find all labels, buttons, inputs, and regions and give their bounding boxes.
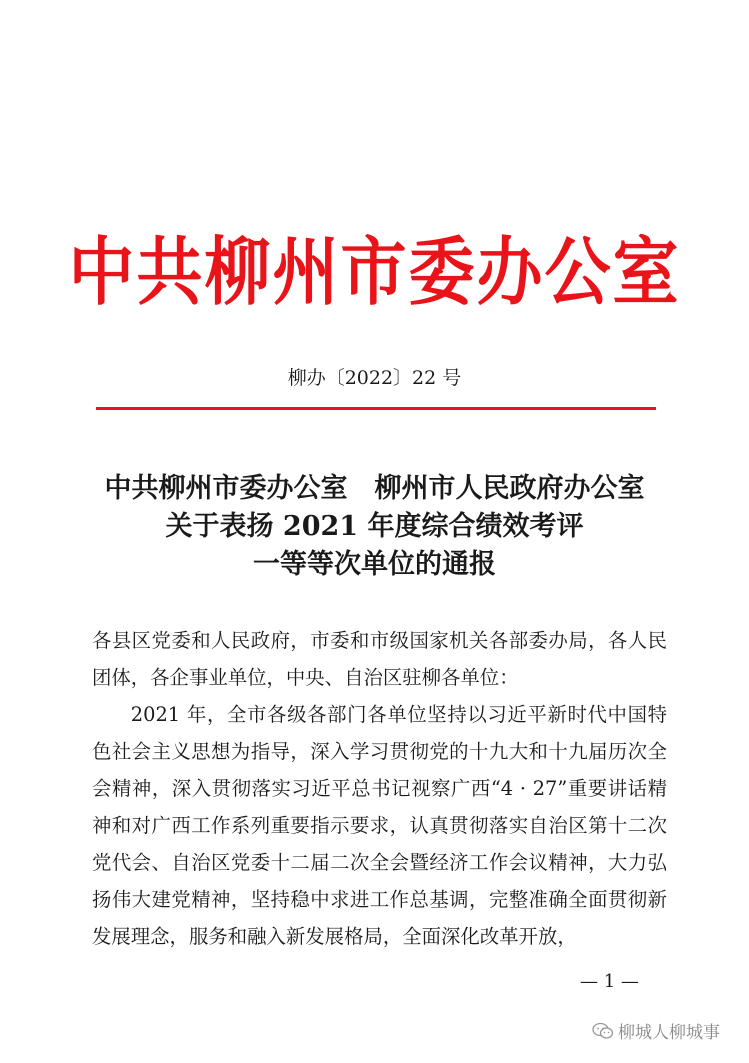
- masthead: 中共柳州市委办公室: [68, 229, 681, 316]
- red-divider: [96, 407, 656, 410]
- title-line-1: 中共柳州市委办公室 柳州市人民政府办公室: [104, 473, 645, 504]
- document-title: [0, 470, 749, 584]
- watermark-text: 柳城人柳城事: [618, 1023, 720, 1043]
- document-body: [92, 622, 667, 955]
- wechat-watermark: [592, 1018, 720, 1043]
- addressee-paragraph: 各县区党委和人民政府，市委和市级国家机关各部委办局，各人民团体，各企事业单位，中央、自治区驻柳各单位：: [92, 629, 667, 689]
- wechat-icon: [592, 1022, 614, 1040]
- title-line-3: 一等等次单位的通报: [253, 549, 496, 580]
- title-line-2: 关于表扬 2021 年度综合绩效考评: [165, 511, 584, 542]
- document-number: 柳办〔2022〕22 号: [287, 367, 462, 389]
- page-number: — 1 —: [580, 971, 639, 992]
- body-paragraph: 2021 年，全市各级各部门各单位坚持以习近平新时代中国特色社会主义思想为指导，深入学习贯彻党的十九大和十九届历次全会精神，深入贯彻落实习近平总书记视察广西“4 · 27”重要讲话精神和对广西工作系列重要指示要求，认真贯彻落实自治区第十二次党代会、自治区党委十二届二次全会暨经济工作会议精神，大力弘扬伟大建党精神，坚持稳中求进工作总基调，完整准确全面贯彻新发展理念，服务和融入新发展格局，全面深化改革开放，: [92, 703, 667, 948]
